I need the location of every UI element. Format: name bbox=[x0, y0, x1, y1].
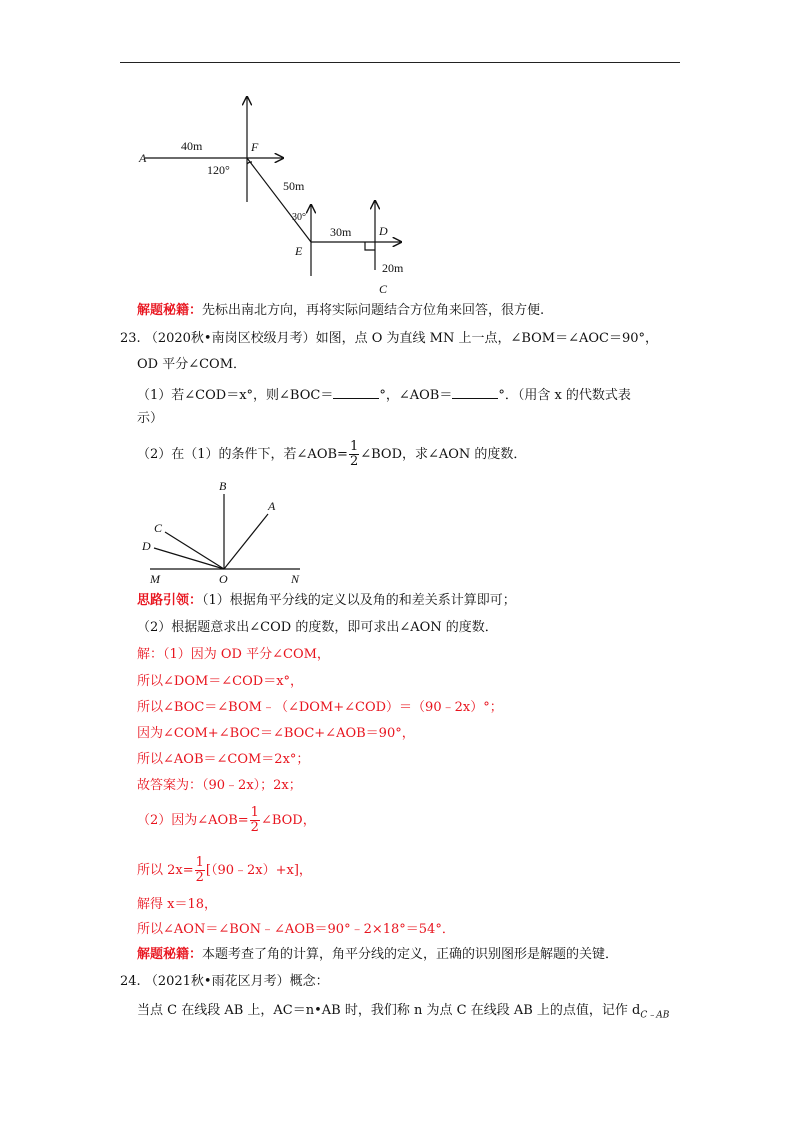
fraction-3 bbox=[195, 856, 205, 885]
frac2-den: 2 bbox=[250, 820, 259, 835]
q24-text: 当点 C 在线段 AB 上，AC＝n•AB 时，我们称 n 为点 C 在线段 AB 上的点值，记作 d bbox=[137, 1003, 641, 1018]
s8b: [（90﹣2x）+x]， bbox=[205, 863, 312, 878]
fig2-o: O bbox=[219, 572, 228, 586]
angle-figure bbox=[140, 478, 320, 590]
tip1-text: 先标出南北方向，再将实际问题结合方位角来回答，很方便. bbox=[202, 303, 545, 318]
q23-stem: 如图，点 O 为直线 MN 上一点，∠BOM＝∠AOC＝90°， bbox=[315, 331, 659, 346]
q23-line1 bbox=[120, 330, 658, 348]
q23-line2: OD 平分∠COM． bbox=[137, 357, 247, 372]
q24-line1 bbox=[120, 973, 329, 991]
sol-s6: 故答案为：（90﹣2x）；2x； bbox=[137, 778, 302, 793]
hint-line1 bbox=[137, 592, 516, 610]
q23-source: （2020秋•南岗区校级月考） bbox=[144, 331, 316, 346]
angle-120: 120° bbox=[207, 163, 230, 177]
dist-30: 30m bbox=[330, 225, 352, 239]
frac2-num: 1 bbox=[250, 805, 259, 820]
p1b: °，∠AOB＝ bbox=[379, 388, 453, 403]
label-f: F bbox=[251, 140, 259, 154]
q23-part2 bbox=[137, 440, 526, 469]
fig2-b: B bbox=[219, 479, 227, 493]
dist-50: 50m bbox=[283, 179, 305, 193]
p2b: ∠BOD，求∠AON 的度数． bbox=[360, 447, 527, 462]
sol-s4: 因为∠COM+∠BOC＝∠BOC+∠AOB＝90°， bbox=[137, 726, 415, 741]
tip2-label: 解题秘籍： bbox=[137, 947, 203, 962]
fig2-n: N bbox=[291, 572, 300, 586]
dist-40: 40m bbox=[181, 139, 203, 153]
hint-line2: （2）根据题意求出∠COD 的度数，即可求出∠AON 的度数． bbox=[137, 620, 498, 635]
angle-30: 30° bbox=[292, 212, 306, 223]
frac-num: 1 bbox=[349, 439, 359, 454]
fig2-m: M bbox=[150, 572, 160, 586]
q24-number: 24. bbox=[120, 974, 141, 989]
label-e: E bbox=[295, 244, 303, 258]
tip1 bbox=[137, 302, 544, 320]
q23-number: 23. bbox=[120, 331, 141, 346]
p2a: （2）在（1）的条件下，若∠AOB= bbox=[137, 447, 348, 462]
dist-20: 20m bbox=[382, 261, 404, 275]
frac3-den: 2 bbox=[195, 870, 204, 885]
blank-boc[interactable] bbox=[333, 386, 379, 399]
sol-s8 bbox=[137, 856, 312, 885]
q24-sub: C﹣AB bbox=[640, 1010, 670, 1021]
p1c: °．（用含 x 的代数式表 bbox=[498, 388, 631, 403]
header-rule bbox=[120, 62, 680, 63]
sol-s2: 所以∠DOM＝∠COD＝x°， bbox=[137, 674, 304, 689]
blank-aob[interactable] bbox=[452, 386, 498, 399]
q23-part1 bbox=[137, 386, 631, 405]
q23-part1-end: 示） bbox=[137, 411, 164, 426]
fig2-a: A bbox=[268, 499, 276, 513]
q24-source: （2021秋•雨花区月考） bbox=[144, 974, 290, 989]
label-a: A bbox=[139, 151, 147, 165]
sol-s9: 解得 x＝18， bbox=[137, 897, 218, 912]
label-c: C bbox=[379, 282, 388, 296]
sol-s5: 所以∠AOB＝∠COM＝2x°； bbox=[137, 752, 310, 767]
tip1-label: 解题秘籍： bbox=[137, 303, 203, 318]
sol-s10: 所以∠AON＝∠BON﹣∠AOB＝90°﹣2×18°＝54°． bbox=[137, 922, 455, 937]
hint-t1: （1）根据角平分线的定义以及角的和差关系计算即可； bbox=[202, 593, 516, 608]
fig2-d: D bbox=[142, 539, 151, 553]
direction-figure bbox=[135, 92, 415, 297]
sol-s3: 所以∠BOC＝∠BOM﹣（∠DOM+∠COD）＝（90﹣2x）°； bbox=[137, 700, 503, 715]
frac3-num: 1 bbox=[195, 855, 204, 870]
s8a: 所以 2x= bbox=[137, 863, 194, 878]
sol-s7 bbox=[137, 806, 316, 835]
q24-stem: 概念： bbox=[289, 974, 329, 989]
label-d: D bbox=[379, 224, 388, 238]
tip2 bbox=[137, 946, 618, 964]
fraction-2 bbox=[250, 806, 260, 835]
fraction bbox=[349, 440, 359, 469]
frac-den: 2 bbox=[349, 454, 359, 469]
p1a: （1）若∠COD＝x°，则∠BOC＝ bbox=[137, 388, 334, 403]
sol-s1: 解：（1）因为 OD 平分∠COM， bbox=[137, 647, 330, 662]
fig2-c: C bbox=[154, 521, 163, 535]
hint-label: 思路引领： bbox=[137, 593, 203, 608]
tip2-text: 本题考查了角的计算，角平分线的定义，正确的识别图形是解题的关键． bbox=[202, 947, 619, 962]
q24-line2 bbox=[137, 1002, 669, 1025]
s7a: （2）因为∠AOB= bbox=[137, 813, 249, 828]
s7b: ∠BOD， bbox=[260, 813, 316, 828]
